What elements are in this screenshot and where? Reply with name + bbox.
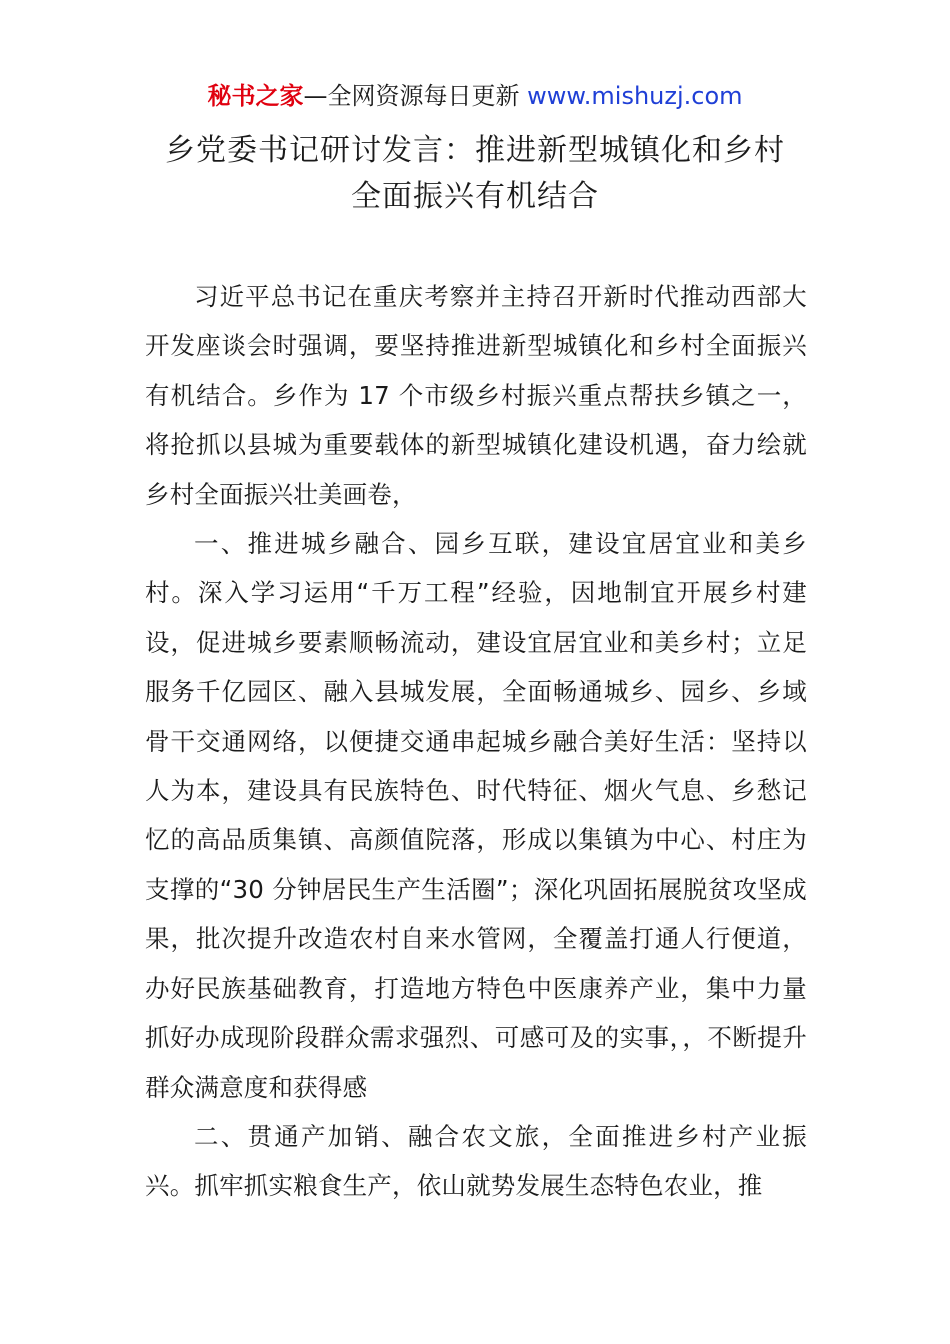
site-header: [0, 80, 950, 112]
site-url-link[interactable]: www.mishuzj.com: [527, 82, 743, 110]
brand-name: 秘书之家: [207, 82, 304, 110]
paragraph-section-2: 二、贯通产加销、融合农文旅，全面推进乡村产业振兴。抓牢抓实粮食生产，依山就势发展生态特色农业，推: [145, 1121, 807, 1201]
header-tagline: —全网资源每日更新: [303, 82, 528, 110]
paragraph-intro: 习近平总书记在重庆考察并主持召开新时代推动西部大开发座谈会时强调，要坚持推进新型城镇化和乡村全面振兴有机结合。乡作为 17 个市级乡村振兴重点帮扶乡镇之一，将抢抓以县城为重要载体的新型城镇化建设机遇，奋力绘就乡村全面振兴壮美画卷，: [145, 282, 807, 509]
document-body: [145, 272, 807, 1211]
document-title: [60, 128, 890, 220]
paragraph-section-1: 一、推进城乡融合、园乡互联，建设宜居宜业和美乡村。深入学习运用“千万工程”经验，因地制宜开展乡村建设，促进城乡要素顺畅流动，建设宜居宜业和美乡村；立足服务千亿园区、融入县城发展，全面畅通城乡、园乡、乡域骨干交通网络，以便捷交通串起城乡融合美好生活：坚持以人为本，建设具有民族特色、时代特征、烟火气息、乡愁记忆的高品质集镇、高颜值院落，形成以集镇为中心、村庄为支撑的“30 分钟居民生产生活圈”；深化巩固拓展脱贫攻坚成果，批次提升改造农村自来水管网，全覆盖打通人行便道，办好民族基础教育，打造地方特色中医康养产业，集中力量抓好办成现阶段群众需求强烈、可感可及的实事，，不断提升群众满意度和获得感: [145, 529, 807, 1102]
title-line-1: 乡党委书记研讨发言：推进新型城镇化和乡村: [165, 133, 785, 168]
title-line-2: 全面振兴有机结合: [351, 179, 599, 214]
